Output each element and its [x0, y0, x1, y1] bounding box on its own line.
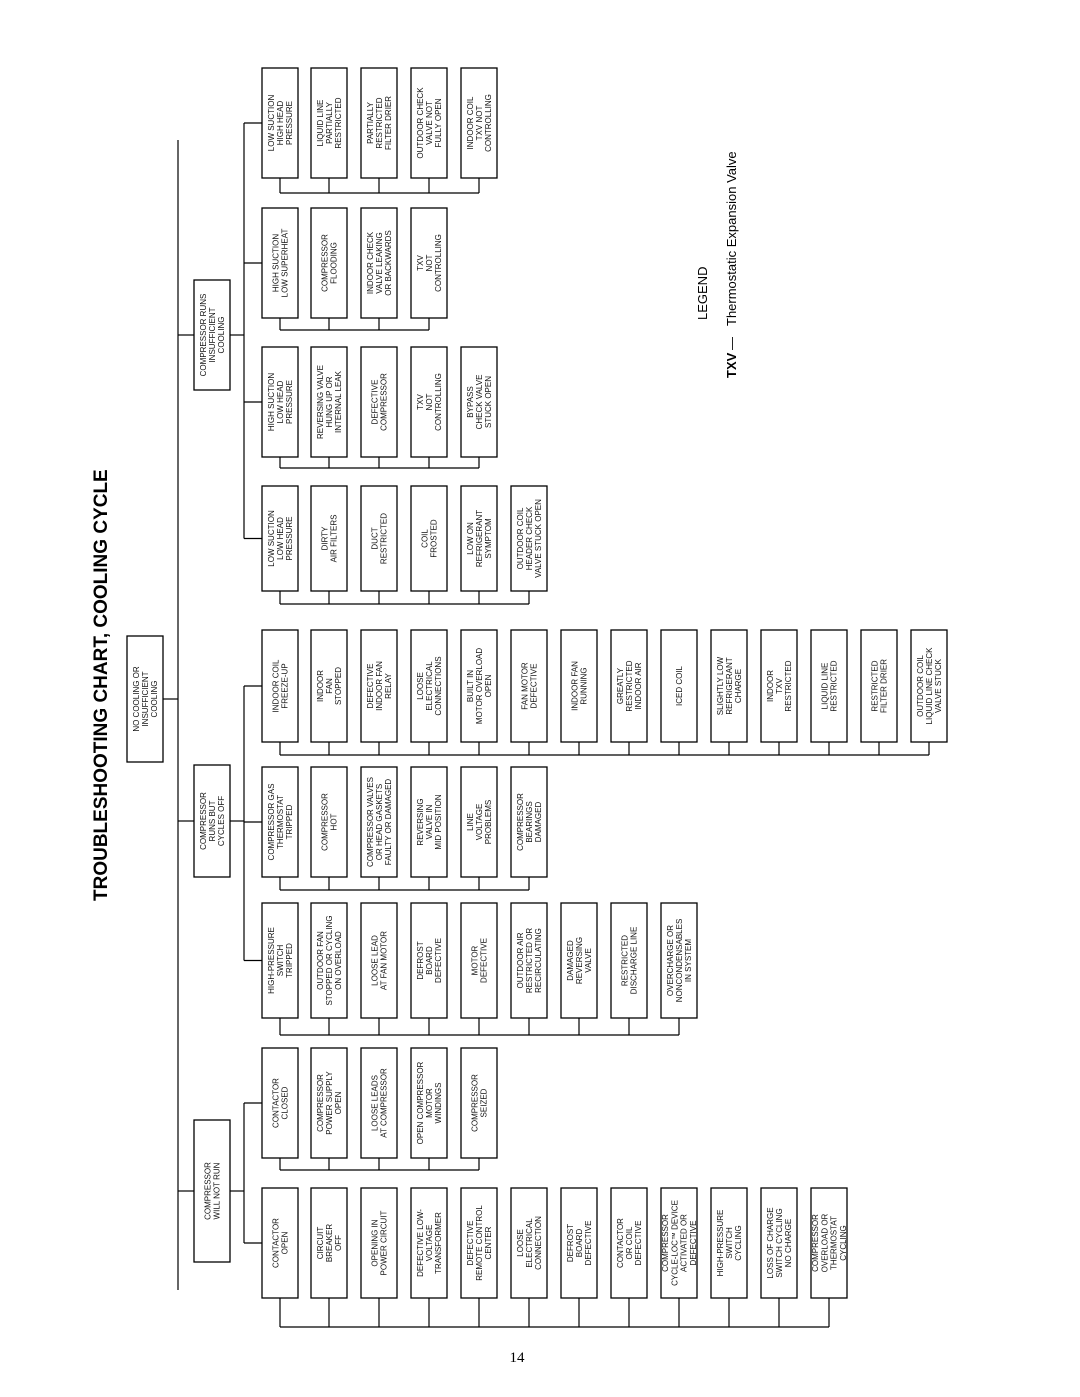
box-label: INDOORFANSTOPPED — [315, 666, 344, 706]
branch-box-2 — [194, 765, 230, 877]
cause-box-1-1-2 — [311, 1188, 347, 1298]
box-label: DEFECTIVECOMPRESSOR — [370, 373, 389, 431]
cause-box-2-3-9 — [661, 630, 697, 742]
cause-box-3-4-4 — [411, 68, 447, 178]
cause-box-1-1-1 — [262, 1188, 298, 1298]
box-label: COMPRESSOROVERLOAD ORTHERMOSTATCYCLING — [811, 1213, 848, 1273]
box-label: OUTDOOR CHECKVALVE NOTFULLY OPEN — [415, 87, 444, 159]
box-label: LOOSEELECTRICALCONNECTIONS — [415, 656, 444, 716]
cause-box-1-1-9 — [661, 1188, 698, 1298]
cause-box-2-3-14 — [911, 630, 947, 742]
cause-box-2-3-4 — [411, 630, 447, 742]
box-label: SLIGHTLY LOWREFRIGERANTCHARGE — [715, 656, 744, 716]
box-label: MOTORDEFECTIVE — [470, 938, 489, 983]
cause-box-1-2-2 — [311, 1048, 347, 1158]
cause-box-2-3-11 — [761, 630, 797, 742]
box-label: HIGH SUCTIONLOW HEADPRESSURE — [266, 372, 295, 432]
cause-box-1-1-12 — [811, 1188, 848, 1298]
box-label: INDOOR COILFREEZE-UP — [271, 659, 290, 713]
box-label: DEFECTIVEREMOTE CONTROLCENTER — [465, 1205, 494, 1281]
legend — [695, 151, 739, 378]
cause-box-3-3-3 — [361, 208, 397, 318]
cause-box-1-1-6 — [511, 1188, 547, 1298]
box-label: DIRTYAIR FILTERS — [320, 514, 339, 563]
box-label: HIGH-PRESSURESWITCHTRIPPED — [266, 927, 295, 994]
cause-box-3-1-3 — [361, 486, 397, 591]
box-label: LIQUID LINERESTRICTED — [820, 660, 839, 712]
box-label: RESTRICTEDFILTER DRIER — [870, 658, 889, 714]
box-label: LOW ONREFRIGERANTSYMPTOM — [465, 509, 494, 568]
cause-box-3-1-2 — [311, 486, 347, 591]
cause-box-2-1-4 — [411, 903, 447, 1018]
cause-box-3-4-5 — [461, 68, 497, 178]
box-label: DEFECTIVE LOW-VOLTAGETRANSFORMER — [415, 1209, 444, 1277]
cause-box-3-2-2 — [311, 347, 347, 457]
box-label: FAN MOTORDEFECTIVE — [520, 662, 539, 710]
box-label: DEFROSTBOARDDEFECTIVE — [415, 938, 444, 983]
cause-box-2-1-7 — [561, 903, 597, 1018]
cause-box-1-1-5 — [461, 1188, 497, 1298]
cause-box-2-3-13 — [861, 630, 897, 742]
cause-box-1-2-4 — [411, 1048, 447, 1158]
cause-box-3-1-4 — [411, 486, 447, 591]
cause-box-2-3-12 — [811, 630, 847, 742]
cause-box-2-3-7 — [561, 630, 597, 742]
box-label: PARTIALLYRESTRICTEDFILTER DRIER — [365, 95, 394, 151]
box-label: LOSS OF CHARGESWITCH CYCLINGNO CHARGE — [765, 1207, 794, 1279]
box-label: OPENING INPOWER CIRCUIT — [370, 1210, 389, 1276]
box-label: REVERSING VALVEHUNG UP ORINTERNAL LEAK — [315, 365, 344, 439]
cause-box-2-3-2 — [311, 630, 347, 742]
branch-box-1 — [194, 1120, 230, 1262]
legend-meaning: Thermostatic Expansion Valve — [724, 151, 739, 326]
cause-box-2-1-3 — [361, 903, 397, 1018]
cause-box-2-2-3 — [361, 767, 397, 877]
box-label: OUTDOOR AIRRESTRICTED ORRECIRCULATING — [515, 927, 544, 994]
cause-box-2-3-5 — [461, 630, 497, 742]
box-label: COMPRESSORWILL NOT RUN — [203, 1162, 222, 1220]
cause-box-3-1-6 — [511, 486, 547, 591]
branch-box-3 — [194, 280, 230, 390]
cause-box-2-1-8 — [611, 903, 647, 1018]
box-label: HIGH-PRESSURESWITCHCYCLING — [715, 1209, 744, 1277]
cause-box-2-3-8 — [611, 630, 647, 742]
box-label: DUCTRESTRICTED — [370, 512, 389, 565]
box-label: DEFROSTBOARDDEFECTIVE — [565, 1220, 594, 1266]
cause-box-3-3-4 — [411, 208, 447, 318]
box-label: LOW SUCTIONHIGH HEADPRESSURE — [266, 94, 295, 152]
box-label: INDOORTXVRESTRICTED — [765, 660, 794, 712]
cause-box-3-4-1 — [262, 68, 298, 178]
box-label: COMPRESSORCYCLE-LOC™ DEVICEACTIVATED ORDEFECTIVE — [661, 1200, 698, 1286]
cause-box-2-2-6 — [511, 767, 547, 877]
box-label: CONTACTOROPEN — [271, 1218, 290, 1268]
root-box — [127, 636, 163, 762]
cause-box-2-1-5 — [461, 903, 497, 1018]
cause-box-1-2-5 — [461, 1048, 497, 1158]
box-label: COMPRESSORSEIZED — [470, 1074, 489, 1132]
cause-box-3-2-3 — [361, 347, 397, 457]
box-label: OVERCHARGE ORNONCONDENSABLESIN SYSTEM — [665, 918, 694, 1003]
cause-box-3-2-5 — [461, 347, 497, 457]
cause-box-2-3-3 — [361, 630, 397, 742]
box-label: COMPRESSOR RUNSINSUFFICIENTCOOLING — [198, 293, 227, 377]
cause-box-3-4-3 — [361, 68, 397, 178]
box-label: LIQUID LINEPARTIALLYRESTRICTED — [315, 97, 344, 149]
box-label: COMPRESSORFLOODING — [320, 234, 339, 292]
cause-box-2-1-2 — [311, 903, 347, 1018]
box-label: BYPASSCHECK VALVESTUCK OPEN — [465, 374, 494, 430]
box-label: DAMAGEDREVERSINGVALVE — [565, 936, 594, 985]
box-label: LINEVOLTAGEPROBLEMS — [465, 799, 494, 845]
cause-box-1-2-1 — [262, 1048, 298, 1158]
box-label: CIRCUITBREAKEROFF — [315, 1223, 344, 1263]
box-label: CONTACTORCLOSED — [271, 1078, 290, 1128]
box-label: COMPRESSORPOWER SUPPLYOPEN — [315, 1071, 344, 1135]
box-label: LOOSE LEADSAT COMPRESSOR — [370, 1068, 389, 1138]
box-label: DEFECTIVEINDOOR FANRELAY — [365, 661, 394, 711]
box-label: TXVNOTCONTROLLING — [415, 373, 444, 431]
box-label: OPEN COMPRESSORMOTORWINDINGS — [415, 1061, 444, 1145]
cause-box-1-1-3 — [361, 1188, 397, 1298]
box-label: GREATLYRESTRICTEDINDOOR AIR — [615, 660, 644, 712]
box-label: INDOOR COILTXV NOTCONTROLLING — [465, 94, 494, 152]
cause-box-2-1-1 — [262, 903, 298, 1018]
box-label: CONTACTOROR COILDEFECTIVE — [615, 1218, 644, 1268]
cause-box-1-1-10 — [711, 1188, 747, 1298]
box-label: COMPRESSOR GASTHERMOSTATTRIPPED — [266, 783, 295, 861]
cause-box-2-2-2 — [311, 767, 347, 877]
box-label: BUILT INMOTOR OVERLOADOPEN — [465, 647, 494, 725]
cause-box-2-3-6 — [511, 630, 547, 742]
box-label: OUTDOOR COILLIQUID LINE CHECKVALVE STUCK — [915, 647, 944, 725]
box-label: INDOOR FANRUNNING — [570, 661, 589, 711]
box-label: TXVNOTCONTROLLING — [415, 234, 444, 292]
box-label: OUTDOOR FANSTOPPED OR CYCLINGON OVERLOAD — [315, 915, 344, 1006]
legend-heading: LEGEND — [695, 266, 710, 320]
cause-box-3-3-2 — [311, 208, 347, 318]
cause-box-2-2-4 — [411, 767, 447, 877]
cause-box-2-1-6 — [511, 903, 547, 1018]
cause-box-3-2-1 — [262, 347, 298, 457]
box-label: COMPRESSORHOT — [320, 793, 339, 851]
cause-box-2-3-10 — [711, 630, 747, 742]
box-label: REVERSINGVALVE INMID POSITION — [415, 794, 444, 850]
cause-box-1-1-4 — [411, 1188, 447, 1298]
box-label: OUTDOOR COILHEADER CHECKVALVE STUCK OPEN — [515, 499, 544, 578]
box-label: ICED COIL — [675, 665, 684, 707]
box-label: NO COOLING ORINSUFFICIENTCOOLING — [131, 666, 160, 732]
cause-box-1-1-7 — [561, 1188, 597, 1298]
cause-box-3-1-1 — [262, 486, 298, 591]
cause-box-1-1-11 — [761, 1188, 797, 1298]
cause-box-1-1-8 — [611, 1188, 647, 1298]
chart-boxes — [127, 68, 947, 1298]
cause-box-3-4-2 — [311, 68, 347, 178]
box-label: LOOSE LEADAT FAN MOTOR — [370, 930, 389, 991]
cause-box-3-2-4 — [411, 347, 447, 457]
box-label: COMPRESSORBEARINGSDAMAGED — [515, 793, 544, 851]
box-label: COMPRESSOR VALVESOR HEAD GASKETSFAULTY OR DAMAGED — [365, 777, 394, 867]
cause-box-2-2-1 — [262, 767, 298, 877]
chart-title: TROUBLESHOOTING CHART, COOLING CYCLE — [91, 469, 112, 901]
box-label: COILFROSTED — [420, 519, 439, 558]
cause-box-2-2-5 — [461, 767, 497, 877]
legend-dash: — — [724, 337, 739, 350]
box-label: INDOOR CHECKVALVE LEAKINGOR BACKWARDS — [365, 230, 394, 296]
box-label: HIGH SUCTIONLOW SUPERHEAT — [271, 228, 290, 298]
box-label: COMPRESSORRUNS BUTCYCLES OFF — [198, 792, 227, 850]
cause-box-2-3-1 — [262, 630, 298, 742]
box-label: LOOSEELECTRICALCONNECTION — [515, 1216, 544, 1270]
box-label: RESTRICTEDDISCHARGE LINE — [620, 926, 639, 995]
cause-box-2-1-9 — [661, 903, 697, 1018]
page-number: 14 — [509, 1350, 525, 1366]
cause-box-3-1-5 — [461, 486, 497, 591]
box-label: LOW SUCTIONLOW HEADPRESSURE — [266, 510, 295, 567]
legend-abbreviation: TXV — [724, 352, 739, 378]
cause-box-3-3-1 — [262, 208, 298, 318]
cause-box-1-2-3 — [361, 1048, 397, 1158]
